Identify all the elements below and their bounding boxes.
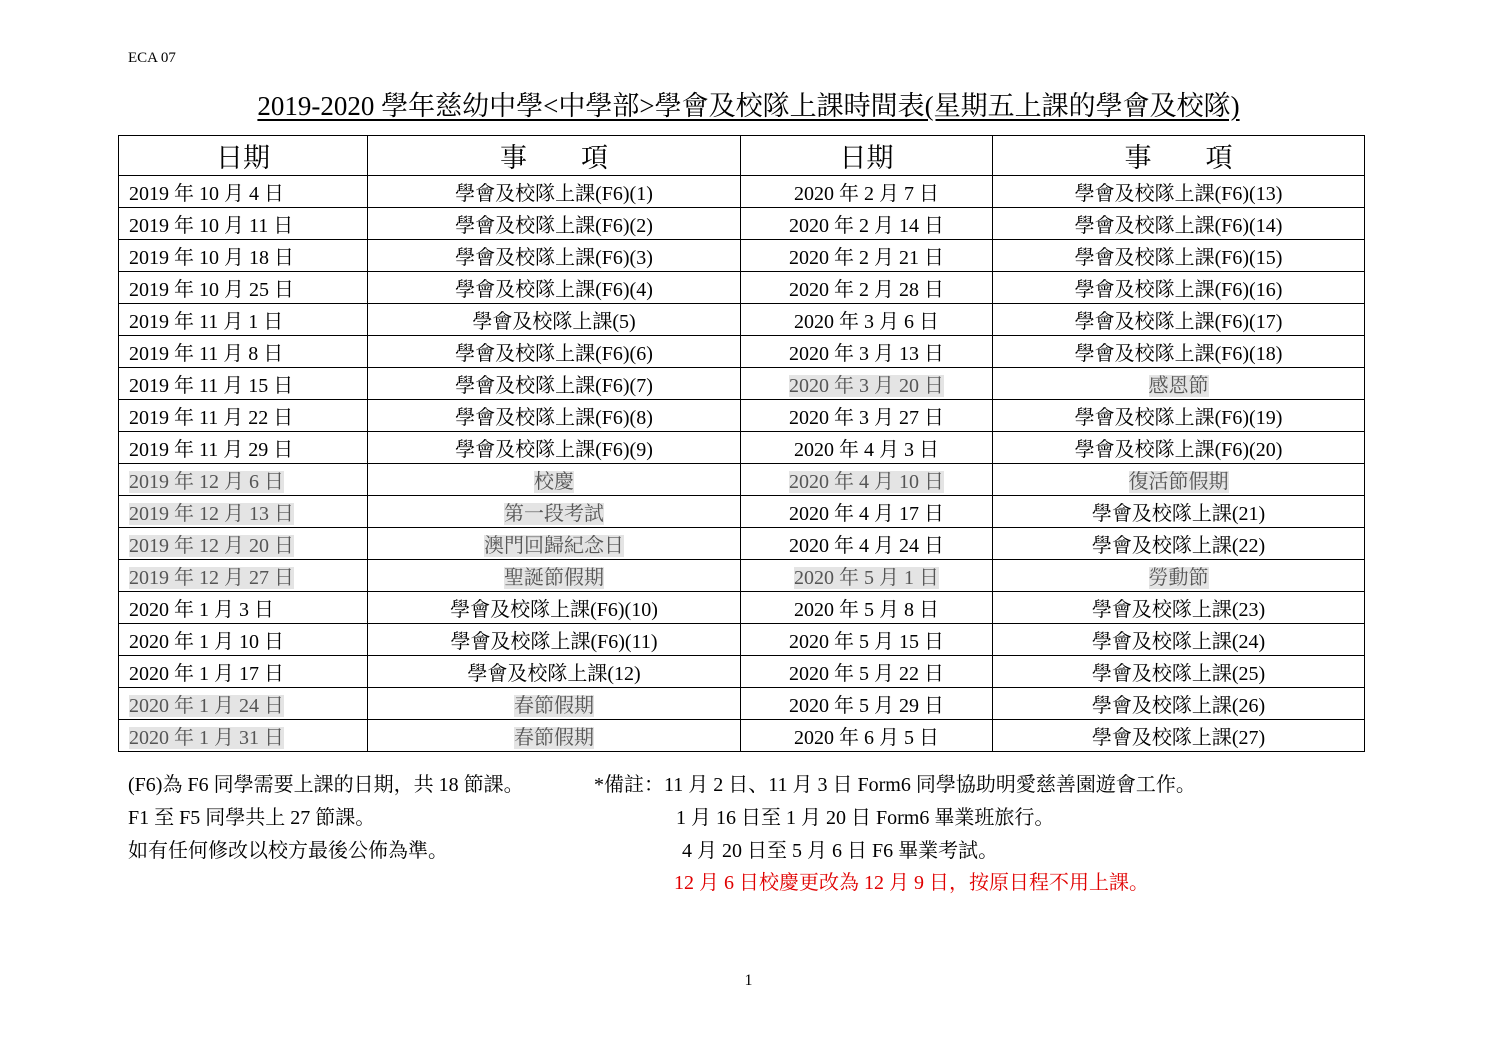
event-cell-text: 聖誕節假期 [504, 567, 604, 589]
event-cell-text: 學會及校隊上課(F6)(17) [1074, 311, 1283, 333]
event-cell-text: 學會及校隊上課(F6)(11) [450, 631, 658, 653]
event-cell [993, 656, 1365, 688]
event-cell [993, 720, 1365, 752]
date-cell-text: 2019 年 12 月 13 日 [129, 503, 294, 525]
date-cell-text: 2020 年 6 月 5 日 [794, 727, 939, 749]
note-right-1: *備註：11 月 2 日、11 月 3 日 Form6 同學協助明愛慈善園遊會工作。 [594, 774, 1196, 796]
date-cell-text: 2020 年 4 月 24 日 [789, 535, 944, 557]
event-cell [993, 208, 1365, 240]
date-cell-text: 2019 年 11 月 8 日 [129, 343, 284, 365]
table-row [119, 336, 1365, 368]
note-left-3: 如有任何修改以校方最後公佈為準。 [128, 840, 448, 862]
event-cell [368, 240, 741, 272]
event-cell-text: 春節假期 [514, 727, 594, 749]
event-cell-text: 感恩節 [1148, 375, 1209, 397]
event-cell [368, 176, 741, 208]
page-number: 1 [744, 972, 753, 989]
event-cell-text: 學會及校隊上課(F6)(7) [455, 375, 653, 397]
event-cell [368, 400, 741, 432]
event-cell-text: 學會及校隊上課(12) [467, 663, 641, 685]
date-cell [741, 592, 993, 624]
event-cell [993, 624, 1365, 656]
date-cell-text: 2020 年 4 月 17 日 [789, 503, 944, 525]
event-cell [368, 432, 741, 464]
table-row [119, 656, 1365, 688]
date-cell [119, 240, 368, 272]
date-cell-text: 2020 年 1 月 24 日 [129, 695, 284, 717]
event-cell [993, 176, 1365, 208]
event-cell-text: 學會及校隊上課(F6)(9) [455, 439, 653, 461]
date-cell-text: 2019 年 10 月 4 日 [129, 183, 284, 205]
event-cell [368, 304, 741, 336]
date-cell-text: 2020 年 2 月 21 日 [789, 247, 944, 269]
event-cell [368, 720, 741, 752]
date-cell-text: 2020 年 1 月 31 日 [129, 727, 284, 749]
event-cell-text: 學會及校隊上課(F6)(20) [1074, 439, 1283, 461]
date-cell [741, 560, 993, 592]
date-cell-text: 2020 年 5 月 8 日 [794, 599, 939, 621]
date-cell-text: 2019 年 12 月 6 日 [129, 471, 284, 493]
event-cell-text: 學會及校隊上課(27) [1091, 727, 1266, 749]
event-cell-text: 學會及校隊上課(F6)(4) [455, 279, 653, 301]
event-cell-text: 學會及校隊上課(F6)(3) [455, 247, 653, 269]
date-cell [741, 688, 993, 720]
event-cell-text: 勞動節 [1148, 567, 1209, 589]
date-cell-text: 2020 年 5 月 22 日 [789, 663, 944, 685]
event-cell [993, 432, 1365, 464]
date-cell-text: 2020 年 2 月 7 日 [794, 183, 939, 205]
date-cell [741, 336, 993, 368]
date-cell [119, 368, 368, 400]
table-row [119, 400, 1365, 432]
date-cell-text: 2020 年 3 月 20 日 [789, 375, 944, 397]
event-cell-text: 學會及校隊上課(25) [1091, 663, 1266, 685]
event-cell-text: 第一段考試 [504, 503, 604, 525]
date-cell-text: 2020 年 5 月 15 日 [789, 631, 944, 653]
date-cell-text: 2020 年 2 月 14 日 [789, 215, 944, 237]
date-cell [741, 272, 993, 304]
date-cell [119, 432, 368, 464]
date-cell-text: 2020 年 4 月 3 日 [794, 439, 939, 461]
event-cell-text: 學會及校隊上課(F6)(16) [1074, 279, 1283, 301]
document-code: ECA 07 [128, 50, 176, 66]
date-cell [119, 592, 368, 624]
date-cell [741, 240, 993, 272]
date-cell-text: 2020 年 3 月 27 日 [789, 407, 944, 429]
date-cell-text: 2020 年 5 月 29 日 [789, 695, 944, 717]
note-left-1: (F6)為 F6 同學需要上課的日期，共 18 節課。 [128, 774, 524, 796]
date-cell-text: 2019 年 10 月 25 日 [129, 279, 294, 301]
table-row [119, 240, 1365, 272]
date-cell-text: 2019 年 11 月 29 日 [129, 439, 294, 461]
date-cell [119, 560, 368, 592]
date-cell [119, 688, 368, 720]
date-cell [119, 720, 368, 752]
date-cell [119, 656, 368, 688]
date-cell [741, 368, 993, 400]
date-cell [741, 176, 993, 208]
date-cell-text: 2020 年 4 月 10 日 [789, 471, 944, 493]
date-cell-text: 2019 年 11 月 15 日 [129, 375, 294, 397]
note-red: 12 月 6 日校慶更改為 12 月 9 日，按原日程不用上課。 [674, 872, 1149, 894]
event-cell-text: 學會及校隊上課(F6)(13) [1074, 183, 1283, 205]
date-cell [119, 400, 368, 432]
event-cell [993, 464, 1365, 496]
event-cell-text: 學會及校隊上課(24) [1091, 631, 1266, 653]
event-cell [993, 528, 1365, 560]
note-left-2: F1 至 F5 同學共上 27 節課。 [128, 807, 376, 829]
event-cell [993, 560, 1365, 592]
event-cell-text: 學會及校隊上課(F6)(14) [1074, 215, 1283, 237]
event-cell-text: 學會及校隊上課(F6)(15) [1074, 247, 1283, 269]
table-row [119, 304, 1365, 336]
date-cell-text: 2020 年 2 月 28 日 [789, 279, 944, 301]
table-row [119, 176, 1365, 208]
date-cell-text: 2020 年 3 月 13 日 [789, 343, 944, 365]
table-row [119, 592, 1365, 624]
table-row [119, 624, 1365, 656]
date-cell [741, 208, 993, 240]
event-cell [368, 208, 741, 240]
event-cell [368, 624, 741, 656]
date-cell [741, 624, 993, 656]
event-cell-text: 學會及校隊上課(F6)(18) [1074, 343, 1283, 365]
date-cell-text: 2019 年 12 月 27 日 [129, 567, 294, 589]
event-cell-text: 學會及校隊上課(F6)(10) [450, 599, 658, 621]
date-cell [119, 624, 368, 656]
event-cell [993, 592, 1365, 624]
event-cell [993, 368, 1365, 400]
event-cell-text: 學會及校隊上課(F6)(19) [1074, 407, 1283, 429]
date-cell [119, 208, 368, 240]
table-row [119, 368, 1365, 400]
event-cell-text: 學會及校隊上課(F6)(8) [455, 407, 653, 429]
date-cell [119, 496, 368, 528]
date-cell [741, 496, 993, 528]
header-date-1: 日期 [119, 136, 368, 176]
date-cell [741, 464, 993, 496]
date-cell-text: 2020 年 1 月 17 日 [129, 663, 284, 685]
note-right-3: 4 月 20 日至 5 月 6 日 F6 畢業考試。 [682, 840, 999, 862]
event-cell-text: 春節假期 [514, 695, 594, 717]
date-cell [119, 336, 368, 368]
table-row [119, 496, 1365, 528]
event-cell [368, 656, 741, 688]
event-cell [993, 688, 1365, 720]
table-row [119, 208, 1365, 240]
date-cell-text: 2020 年 5 月 1 日 [794, 567, 939, 589]
date-cell [741, 528, 993, 560]
date-cell [119, 272, 368, 304]
date-cell-text: 2020 年 3 月 6 日 [794, 311, 939, 333]
event-cell [993, 272, 1365, 304]
event-cell [368, 560, 741, 592]
event-cell [993, 496, 1365, 528]
event-cell-text: 澳門回歸紀念日 [484, 535, 624, 557]
date-cell [741, 304, 993, 336]
event-cell [993, 336, 1365, 368]
event-cell-text: 學會及校隊上課(5) [472, 311, 636, 333]
event-cell-text: 學會及校隊上課(F6)(6) [455, 343, 653, 365]
note-right-2: 1 月 16 日至 1 月 20 日 Form6 畢業班旅行。 [676, 807, 1055, 829]
event-cell-text: 學會及校隊上課(23) [1091, 599, 1266, 621]
table-row [119, 560, 1365, 592]
date-cell-text: 2019 年 11 月 1 日 [129, 311, 284, 333]
event-cell [993, 304, 1365, 336]
header-event-2: 事 項 [993, 136, 1365, 176]
table-row [119, 688, 1365, 720]
event-cell [368, 688, 741, 720]
event-cell [368, 272, 741, 304]
event-cell-text: 校慶 [534, 471, 574, 493]
schedule-table [118, 135, 1365, 752]
header-date-2: 日期 [741, 136, 993, 176]
header-event-1: 事 項 [368, 136, 741, 176]
table-header-row [119, 136, 1365, 176]
date-cell-text: 2020 年 1 月 10 日 [129, 631, 284, 653]
event-cell [368, 528, 741, 560]
event-cell [368, 464, 741, 496]
table-row [119, 528, 1365, 560]
table-row [119, 272, 1365, 304]
event-cell [368, 592, 741, 624]
event-cell [368, 368, 741, 400]
schedule-body [119, 136, 1365, 752]
event-cell-text: 學會及校隊上課(F6)(2) [455, 215, 653, 237]
event-cell [368, 336, 741, 368]
date-cell-text: 2019 年 12 月 20 日 [129, 535, 294, 557]
table-row [119, 464, 1365, 496]
date-cell [741, 400, 993, 432]
event-cell-text: 學會及校隊上課(21) [1091, 503, 1266, 525]
date-cell [741, 432, 993, 464]
event-cell-text: 學會及校隊上課(26) [1091, 695, 1266, 717]
event-cell [993, 400, 1365, 432]
date-cell [119, 176, 368, 208]
date-cell [741, 720, 993, 752]
date-cell [741, 656, 993, 688]
event-cell-text: 學會及校隊上課(22) [1091, 535, 1266, 557]
date-cell-text: 2019 年 11 月 22 日 [129, 407, 294, 429]
page-title: 2019-2020 學年慈幼中學<中學部>學會及校隊上課時間表(星期五上課的學會及校隊) [257, 91, 1240, 121]
date-cell-text: 2019 年 10 月 18 日 [129, 247, 294, 269]
event-cell-text: 學會及校隊上課(F6)(1) [455, 183, 653, 205]
date-cell-text: 2020 年 1 月 3 日 [129, 599, 274, 621]
table-row [119, 432, 1365, 464]
date-cell-text: 2019 年 10 月 11 日 [129, 215, 294, 237]
event-cell [993, 240, 1365, 272]
date-cell [119, 464, 368, 496]
event-cell-text: 復活節假期 [1128, 471, 1229, 493]
date-cell [119, 304, 368, 336]
event-cell [368, 496, 741, 528]
table-row [119, 720, 1365, 752]
date-cell [119, 528, 368, 560]
